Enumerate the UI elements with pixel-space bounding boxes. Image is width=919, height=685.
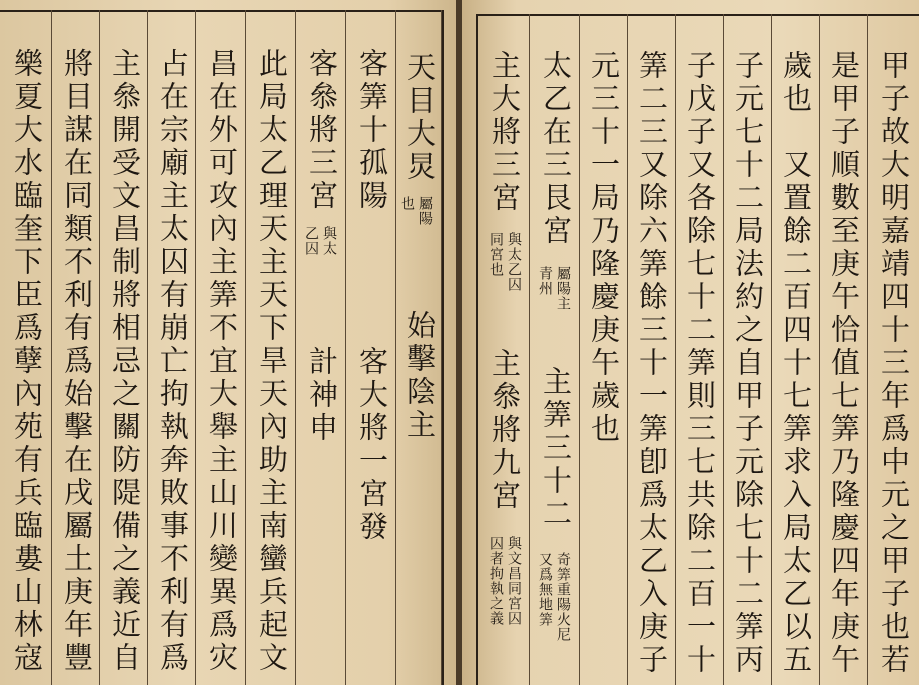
left-column-1 <box>395 10 442 685</box>
right-page <box>462 0 919 685</box>
left-column-9 <box>0 10 52 685</box>
column-note: 與文昌同宮囚 <box>506 536 522 626</box>
column-text: 是甲子順數至庚午恰值七筭乃隆慶四年庚午 <box>827 50 861 677</box>
column-note: 屬陽 <box>417 196 433 226</box>
column-note: 又爲無地筭 <box>537 552 553 627</box>
column-text: 子戊子又各除七十二筭則三七共除二百一十 <box>683 50 717 677</box>
right-column-5 <box>675 14 724 685</box>
right-column-6 <box>627 14 676 685</box>
column-text: 占在宗廟主太囚有崩亡拘執奔敗事不利有爲 <box>156 48 190 675</box>
column-text: 甲子故大明嘉靖四十三年爲中元之甲子也若 <box>877 50 911 677</box>
left-column-5 <box>195 10 246 685</box>
column-text: 客叅將三宮 <box>305 48 339 213</box>
right-column-8 <box>529 14 580 685</box>
column-text: 子元七十二局法約之自甲子元除七十二筭丙 <box>731 50 765 677</box>
column-text: 太乙在三艮宮 <box>539 50 573 248</box>
column-text: 計神申 <box>305 346 339 445</box>
column-note: 乙囚 <box>303 226 319 256</box>
column-text: 客大將一宮發 <box>355 346 389 544</box>
column-note: 與太乙囚 <box>506 232 522 292</box>
right-column-2 <box>819 14 868 685</box>
column-text: 歲也 又置餘二百四十七筭求入局太乙以五 <box>779 50 813 677</box>
column-note: 同宮也 <box>488 232 504 277</box>
left-column-4 <box>245 10 296 685</box>
column-text: 主叅開受文昌制將相忌之關防隄備之義近自 <box>108 48 142 675</box>
left-column-7 <box>99 10 148 685</box>
column-note: 青州 <box>537 266 553 296</box>
left-page <box>0 0 456 685</box>
column-text: 筭二三又除六筭餘三十一筭卽爲太乙入庚子 <box>635 50 669 677</box>
column-text: 始擊陰主 <box>403 310 437 442</box>
column-text: 天目大炅 <box>403 52 437 184</box>
column-text: 客筭十孤陽 <box>355 48 389 213</box>
column-text: 主筭三十二 <box>539 366 573 531</box>
column-note: 奇筭重陽火尼 <box>555 552 571 642</box>
right-column-4 <box>723 14 772 685</box>
right-column-1 <box>867 14 919 685</box>
column-text: 樂夏大水臨奎下臣爲孽內苑有兵臨婁山林寇 <box>10 48 44 675</box>
column-text: 此局太乙理天主天下旱天內助主南蠻兵起文 <box>255 48 289 675</box>
column-text: 主大將三宮 <box>488 50 522 215</box>
column-text: 主叅將九宮 <box>488 348 522 513</box>
left-column-8 <box>51 10 100 685</box>
column-note: 囚者拘執之義 <box>488 536 504 626</box>
right-column-7 <box>579 14 628 685</box>
right-column-3 <box>771 14 820 685</box>
left-column-6 <box>147 10 196 685</box>
right-column-9 <box>478 14 530 685</box>
left-column-3 <box>295 10 346 685</box>
left-column-2 <box>345 10 396 685</box>
column-note: 屬陽主 <box>555 266 571 311</box>
column-note: 與太 <box>321 226 337 256</box>
column-note: 也 <box>399 196 415 211</box>
column-text: 昌在外可攻內主筭不宜大舉主山川變異爲灾 <box>205 48 239 675</box>
column-text: 元三十一局乃隆慶庚午歲也 <box>587 50 621 446</box>
column-text: 將目謀在同類不利有爲始擊在戌屬土庚年豐 <box>60 48 94 675</box>
